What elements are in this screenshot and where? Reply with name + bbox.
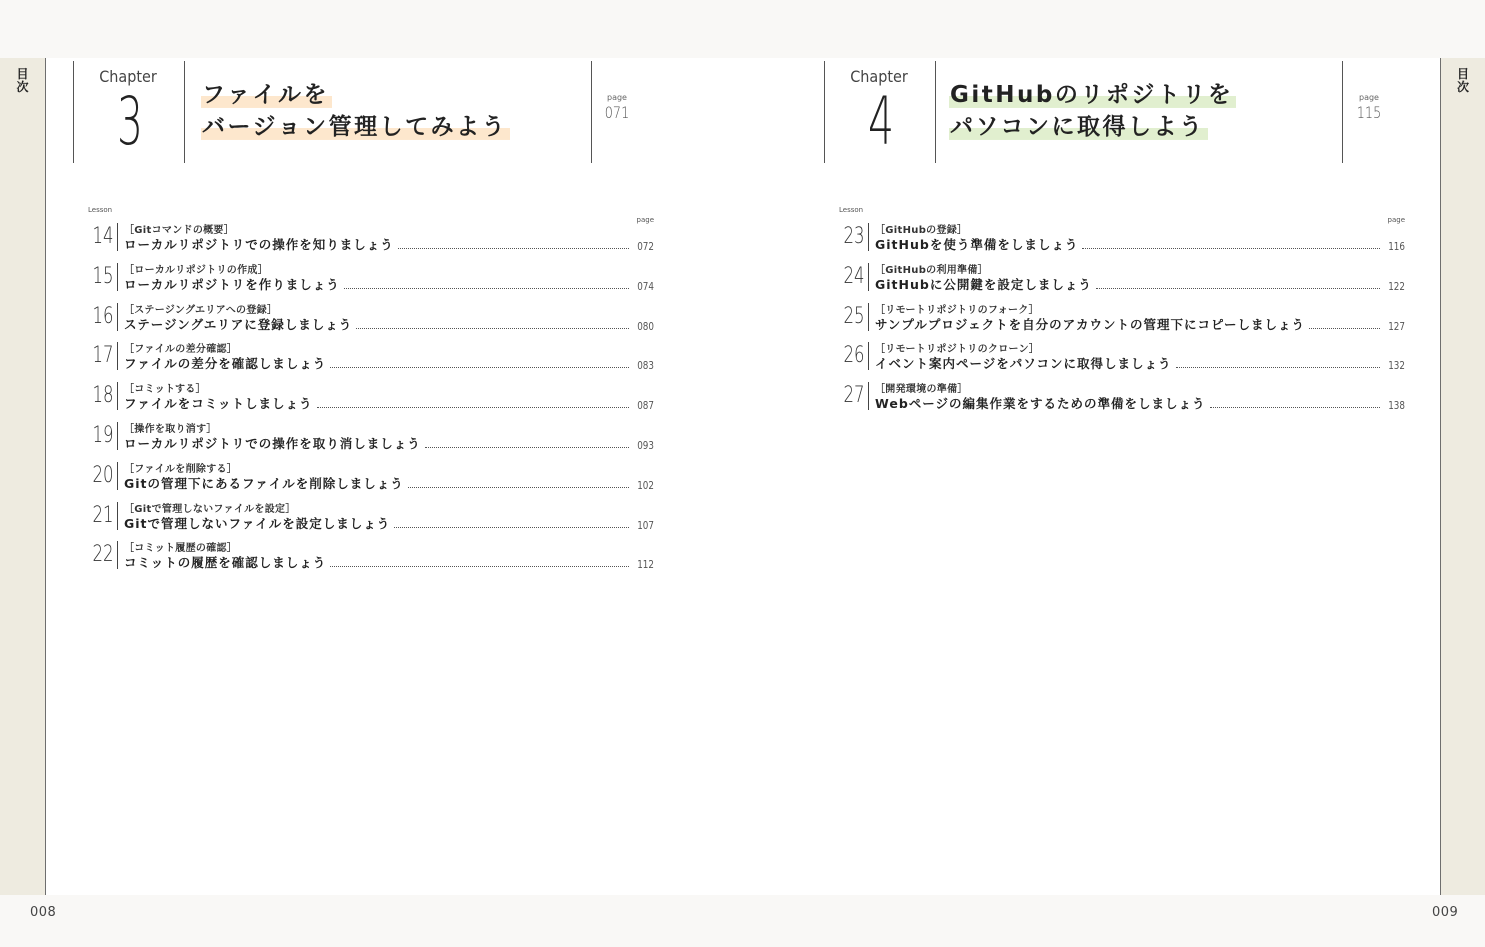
lesson-page-number: 080 <box>637 319 654 333</box>
divider <box>117 541 118 569</box>
chapter-title: ファイルを バージョン管理してみよう <box>201 79 510 143</box>
lesson-entry[interactable] <box>86 220 654 254</box>
lesson-row <box>875 237 1405 253</box>
lesson-row <box>875 317 1405 333</box>
left-index-tab <box>0 58 46 895</box>
top-margin <box>0 0 1485 58</box>
lesson-entry[interactable] <box>86 538 654 572</box>
lesson-row <box>875 396 1405 412</box>
lesson-number: 25 <box>843 303 865 329</box>
right-index-tab <box>1440 58 1485 895</box>
chapter-label: Chapter <box>850 67 908 86</box>
lesson-title: ファイルをコミットしましょう <box>124 396 313 412</box>
lesson-page-number: 107 <box>637 518 654 532</box>
lesson-number: 15 <box>92 263 114 289</box>
lesson-category: ［Gitで管理しないファイルを設定］ <box>124 503 296 515</box>
chapter-title: GitHubのリポジトリを パソコンに取得しよう <box>949 79 1236 143</box>
lesson-entry[interactable] <box>86 419 654 453</box>
divider <box>868 382 869 410</box>
divider <box>117 303 118 331</box>
dot-leader <box>344 288 629 289</box>
lesson-entry[interactable] <box>86 260 654 294</box>
dot-leader <box>1309 328 1380 329</box>
lesson-number: 27 <box>843 383 865 409</box>
lesson-title: ローカルリポジトリを作りましょう <box>124 276 340 292</box>
divider <box>591 61 592 163</box>
lesson-category: ［ステージングエリアへの登録］ <box>124 304 278 316</box>
dot-leader <box>1096 288 1380 289</box>
chapter-page-label: page <box>607 93 627 102</box>
lesson-entry[interactable] <box>837 300 1405 334</box>
dot-leader <box>1210 407 1380 408</box>
lesson-page-number: 102 <box>637 478 654 492</box>
chapter-3-header <box>73 61 633 163</box>
lesson-number: 14 <box>92 224 114 249</box>
divider <box>117 223 118 251</box>
lesson-number: 19 <box>92 423 114 448</box>
lesson-title: ローカルリポジトリでの操作を知りましょう <box>124 237 394 252</box>
lesson-category: ［コミットする］ <box>124 384 206 396</box>
divider <box>935 61 936 163</box>
lesson-page-number: 083 <box>637 359 654 373</box>
dot-leader <box>1176 367 1380 368</box>
lesson-page-number: 074 <box>637 279 654 293</box>
lesson-page-number: 112 <box>637 558 654 572</box>
divider <box>868 223 869 251</box>
lesson-category: ［操作を取り消す］ <box>124 424 217 435</box>
lesson-title: Gitの管理下にあるファイルを削除しましょう <box>124 475 404 491</box>
left-index-tab-label: 目 次 <box>16 67 29 94</box>
divider <box>868 303 869 331</box>
lesson-page-number: 072 <box>637 240 654 253</box>
lesson-category: ［ファイルの差分確認］ <box>124 344 238 356</box>
lesson-number: 21 <box>92 502 114 528</box>
lesson-row <box>124 436 654 452</box>
dot-leader <box>408 487 629 488</box>
lesson-page-number: 093 <box>637 439 654 452</box>
dot-leader <box>1082 248 1380 249</box>
lesson-title: サンプルプロジェクトを自分のアカウントの管理下にコピーしましょう <box>875 316 1306 332</box>
lesson-number: 23 <box>843 224 865 249</box>
lesson-entry[interactable] <box>837 260 1405 294</box>
page-column-label: page <box>636 216 654 224</box>
dot-leader <box>330 367 629 368</box>
chapter-number: 4 <box>867 83 895 160</box>
lesson-list-chapter-3 <box>86 206 654 576</box>
lesson-number: 18 <box>92 383 114 409</box>
lesson-row <box>124 317 654 333</box>
lesson-number: 20 <box>92 462 114 488</box>
lesson-row <box>124 476 654 492</box>
lesson-row <box>124 277 654 293</box>
lesson-title: Gitで管理しないファイルを設定しましょう <box>124 515 391 531</box>
lesson-row <box>124 516 654 532</box>
lesson-entry[interactable] <box>837 339 1405 373</box>
lesson-row <box>124 396 654 412</box>
dot-leader <box>425 447 629 448</box>
chapter-page-number: 115 <box>1356 103 1382 122</box>
lesson-title: ファイルの差分を確認しましょう <box>124 356 327 372</box>
dot-leader <box>330 566 629 567</box>
chapter-number: 3 <box>116 83 144 160</box>
lesson-number: 17 <box>92 343 114 369</box>
dot-leader <box>356 328 629 329</box>
lesson-category: ［開発環境の準備］ <box>875 384 968 396</box>
divider <box>117 263 118 291</box>
lesson-row <box>875 277 1405 293</box>
chapter-4-header <box>824 61 1384 163</box>
lesson-title: コミットの履歴を確認しましょう <box>124 555 327 571</box>
divider <box>117 342 118 370</box>
lesson-row <box>875 356 1405 372</box>
lesson-title: GitHubに公開鍵を設定しましょう <box>875 276 1092 292</box>
chapter-page-label: page <box>1359 93 1379 102</box>
lesson-entry[interactable] <box>86 459 654 493</box>
lesson-row <box>124 555 654 571</box>
lesson-title: イベント案内ページをパソコンに取得しましょう <box>875 356 1172 372</box>
lesson-page-number: 132 <box>1388 359 1405 373</box>
lesson-title: Webページの編集作業をするための準備をしましょう <box>875 396 1206 412</box>
lesson-entry[interactable] <box>86 339 654 373</box>
lesson-column-label: Lesson <box>88 206 113 214</box>
lesson-page-number: 122 <box>1388 279 1405 293</box>
divider <box>868 263 869 291</box>
divider <box>117 462 118 490</box>
dot-leader <box>398 248 629 249</box>
lesson-number: 16 <box>92 303 114 329</box>
lesson-category: ［GitHubの登録］ <box>875 225 968 236</box>
lesson-entry[interactable] <box>86 379 654 413</box>
lesson-title: ステージングエリアに登録しましょう <box>124 316 353 332</box>
lesson-number: 22 <box>92 542 114 568</box>
chapter-label: Chapter <box>99 67 157 86</box>
lesson-column-label: Lesson <box>839 206 864 214</box>
divider <box>117 502 118 530</box>
lesson-row <box>124 356 654 372</box>
lesson-page-number: 138 <box>1388 399 1405 413</box>
divider <box>117 422 118 450</box>
lesson-entry[interactable] <box>837 379 1405 413</box>
lesson-category: ［ローカルリポジトリの作成］ <box>124 264 268 276</box>
lesson-title: ローカルリポジトリでの操作を取り消しましょう <box>124 436 421 451</box>
lesson-list-chapter-4 <box>837 206 1405 416</box>
chapter-page-number: 071 <box>604 103 630 122</box>
lesson-page-number: 087 <box>637 399 654 413</box>
right-page-number: 009 <box>1432 905 1459 920</box>
lesson-entry[interactable] <box>86 499 654 533</box>
divider <box>868 342 869 370</box>
divider <box>1342 61 1343 163</box>
lesson-number: 26 <box>843 343 865 369</box>
page-column-label: page <box>1387 216 1405 224</box>
right-index-tab-label: 目 次 <box>1456 67 1469 94</box>
lesson-entry[interactable] <box>86 300 654 334</box>
lesson-category: ［ファイルを削除する］ <box>124 463 238 475</box>
dot-leader <box>394 527 629 528</box>
lesson-number: 24 <box>843 263 865 289</box>
lesson-category: ［GitHubの利用準備］ <box>875 264 988 276</box>
divider <box>117 382 118 410</box>
lesson-row <box>124 237 654 253</box>
bottom-margin <box>0 895 1485 947</box>
left-page-number: 008 <box>30 905 57 920</box>
lesson-entry[interactable] <box>837 220 1405 254</box>
lesson-page-number: 127 <box>1388 319 1405 333</box>
lesson-category: ［リモートリポジトリのクローン］ <box>875 344 1040 356</box>
dot-leader <box>317 407 629 408</box>
lesson-category: ［コミット履歴の確認］ <box>124 543 238 555</box>
lesson-title: GitHubを使う準備をしましょう <box>875 237 1079 252</box>
lesson-category: ［Gitコマンドの概要］ <box>124 225 235 236</box>
lesson-page-number: 116 <box>1388 240 1405 253</box>
divider <box>184 61 185 163</box>
lesson-category: ［リモートリポジトリのフォーク］ <box>875 304 1039 316</box>
